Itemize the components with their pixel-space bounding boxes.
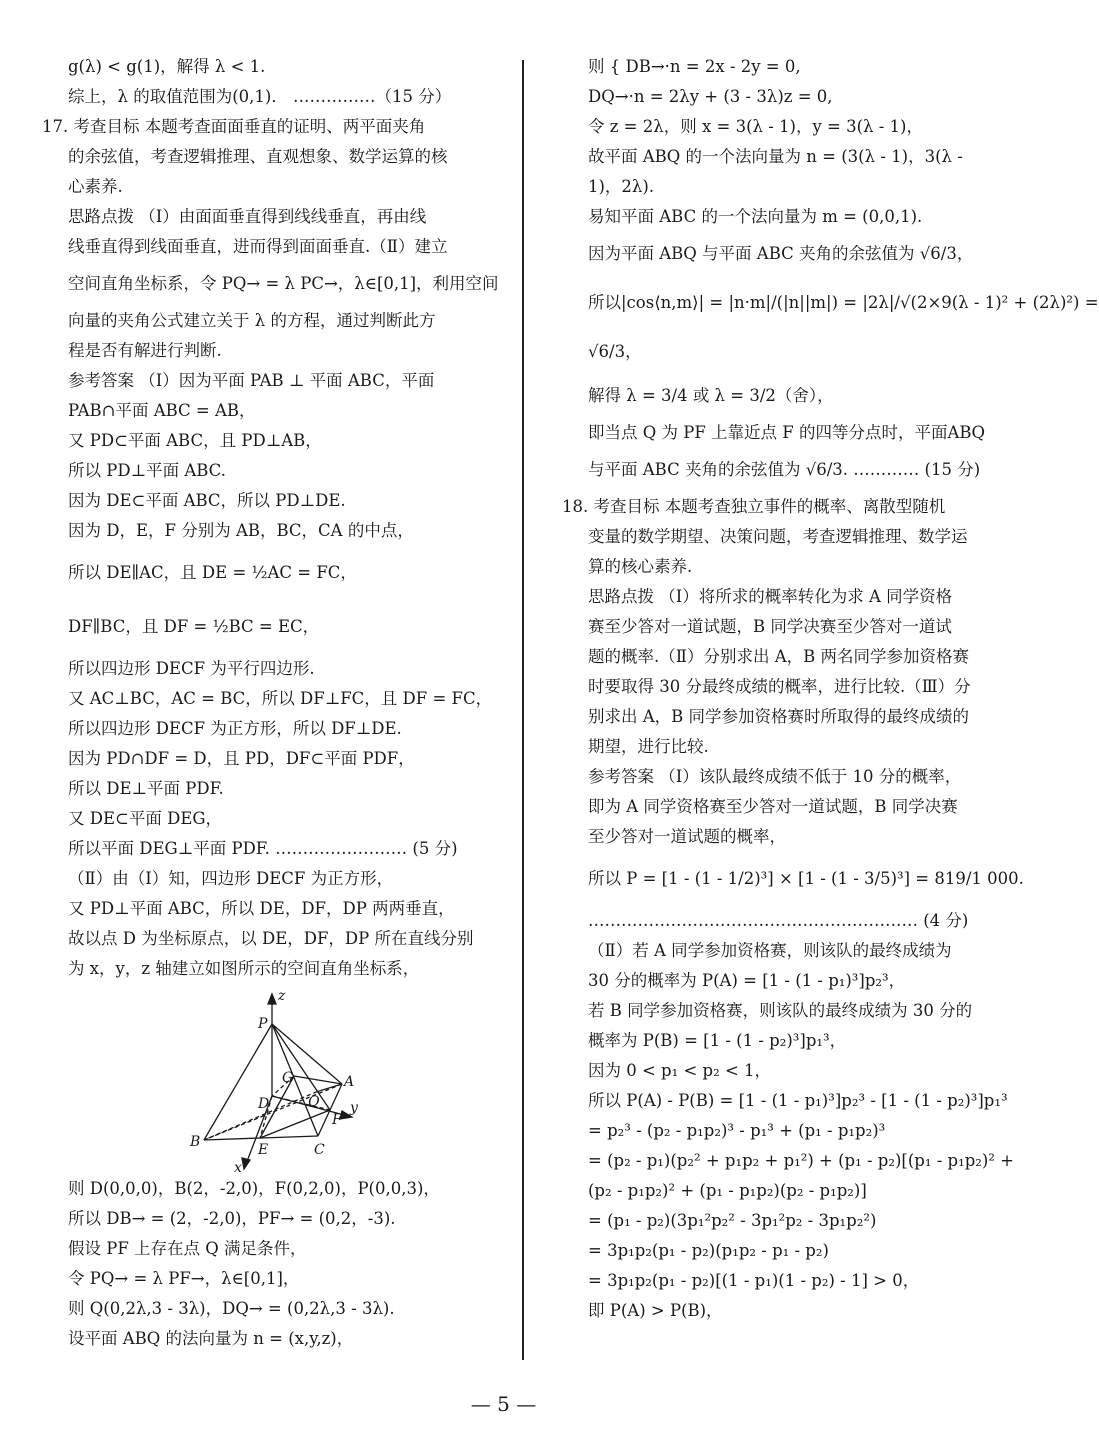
left-text-line: 则 D(0,0,0)，B(2，-2,0)，F(0,2,0)，P(0,0,3)， [68,1179,440,1198]
left-text-line: 又 PD⊥平面 ABC，所以 DE，DF，DP 两两垂直， [68,899,455,918]
right-text-line: 易知平面 ABC 的一个法向量为 m = (0,0,1). [588,207,923,226]
right-text-line: 别求出 A，B 同学参加资格赛时所取得的最终成绩的 [588,707,970,726]
label-E: E [258,1142,269,1158]
right-text-line: = (p₁ - p₂)(3p₁²p₂² - 3p₁²p₂ - 3p₁p₂²) [588,1211,877,1230]
right-text-line: 题的概率.（Ⅱ）分别求出 A，B 两名同学参加资格赛 [588,647,969,666]
right-text-line: 变量的数学期望、决策问题，考查逻辑推理、数学运 [588,527,968,546]
right-text-line: 即当点 Q 为 PF 上靠近点 F 的四等分点时，平面ABQ [588,423,986,442]
right-text-line: （Ⅱ）若 A 同学参加资格赛，则该队的最终成绩为 [588,941,952,960]
right-text-line: 时要取得 30 分最终成绩的概率，进行比较.（Ⅲ）分 [588,677,971,696]
right-text-line: 至少答对一道试题的概率， [588,827,786,846]
right-text-line: (p₂ - p₁p₂)² + (p₁ - p₁p₂)(p₂ - p₁p₂)] [588,1181,867,1200]
right-text-line: 算的核心素养. [588,557,693,576]
right-text-line: 即为 A 同学资格赛至少答对一道试题，B 同学决赛 [588,797,958,816]
left-text-line: 空间直角坐标系，令 PQ→ = λ PC→，λ∈[0,1]，利用空间 [68,274,499,293]
left-text-line: 综上，λ 的取值范围为(0,1)． ……………（15 分） [68,87,452,106]
right-text-line: = (p₂ - p₁)(p₂² + p₁p₂ + p₁²) + (p₁ - p₂)[(p₁ - p₁p₂)² + [588,1151,1015,1170]
left-text-line: PAB∩平面 ABC = AB， [68,401,256,420]
label-D: D [258,1096,270,1112]
right-text-line: 1)，2λ). [588,177,655,196]
left-text-line: DF∥BC，且 DF = ½BC = EC， [68,617,320,636]
left-text-line: 为 x，y，z 轴建立如图所示的空间直角坐标系， [68,959,420,978]
right-text-line: 若 B 同学参加资格赛，则该队的最终成绩为 30 分的 [588,1001,973,1020]
left-text-line: 所以平面 DEG⊥平面 PDF. …………………… (5 分) [68,839,458,858]
right-text-line: 参考答案 （Ⅰ）该队最终成绩不低于 10 分的概率， [588,767,962,786]
left-text-line: 线垂直得到线面垂直，进而得到面面垂直.（Ⅱ）建立 [68,237,448,256]
right-text-line: 18. 考查目标 本题考查独立事件的概率、离散型随机 [562,497,946,516]
right-text-line: 因为平面 ABQ 与平面 ABC 夹角的余弦值为 √6/3， [588,244,974,263]
left-text-line: g(λ) < g(1)，解得 λ < 1. [68,57,266,76]
segment-QA [316,1084,342,1092]
label-G: G [282,1070,294,1086]
right-text-line: …………………………………………………… (4 分) [588,911,969,930]
left-text-line: 设平面 ABQ 的法向量为 n = (x,y,z)， [68,1329,354,1348]
edge-PC [272,1024,318,1136]
right-text-line: DQ→·n = 2λy + (3 - 3λ)z = 0, [588,87,833,106]
right-text-line: 所以 P(A) - P(B) = [1 - (1 - p₁)³]p₂³ - [1 - (1 - p₂)³]p₁³ [588,1091,1008,1110]
right-text-line: 赛至少答对一道试题，B 同学决赛至少答对一道试 [588,617,952,636]
right-text-line: 期望，进行比较. [588,737,709,756]
left-text-line: 所以 DB→ = (2，-2,0)，PF→ = (0,2，-3). [68,1209,396,1228]
left-text-line: 则 Q(0,2λ,3 - 3λ)，DQ→ = (0,2λ,3 - 3λ). [68,1299,395,1318]
right-text-line: 令 z = 2λ，则 x = 3(λ - 1)，y = 3(λ - 1)， [588,117,923,136]
label-y: y [350,1100,358,1116]
label-C: C [314,1142,325,1158]
left-text-line: 的余弦值，考查逻辑推理、直观想象、数学运算的核 [68,147,448,166]
label-P: P [258,1016,268,1032]
x-axis-arrow [242,1158,250,1169]
left-text-line: 所以四边形 DECF 为平行四边形. [68,659,315,678]
right-column [562,52,1099,1326]
right-text-line: = 3p₁p₂(p₁ - p₂)[(1 - p₁)(1 - p₂) - 1] > 0， [588,1271,920,1290]
right-text-line: 与平面 ABC 夹角的余弦值为 √6/3. ………… (15 分) [588,460,981,479]
page-number: — 5 — [470,1392,537,1416]
left-text-line: 所以四边形 DECF 为正方形，所以 DF⊥DE. [68,719,402,738]
left-text-line: 假设 PF 上存在点 Q 满足条件， [68,1239,307,1258]
label-B: B [190,1134,201,1150]
right-text-line: 概率为 P(B) = [1 - (1 - p₂)³]p₁³， [588,1031,847,1050]
left-text-line: 因为 D，E，F 分别为 AB，BC，CA 的中点， [68,521,414,540]
left-text-line: 程是否有解进行判断. [68,341,222,360]
right-text-line: 所以 P = [1 - (1 - 1/2)³] × [1 - (1 - 3/5)³] = 819/1 000. [588,869,1024,888]
left-text-line: 思路点拨 （Ⅰ）由面面垂直得到线线垂直，再由线 [68,207,427,226]
left-text-line: 令 PQ→ = λ PF→，λ∈[0,1]， [68,1269,300,1288]
right-text-line: = 3p₁p₂(p₁ - p₂)(p₁p₂ - p₁ - p₂) [588,1241,829,1260]
left-text-line: 又 DE⊂平面 DEG， [68,809,223,828]
left-text-line: 因为 DE⊂平面 ABC，所以 PD⊥DE. [68,491,346,510]
right-text-line: 故平面 ABQ 的一个法向量为 n = (3(λ - 1)，3(λ - [588,147,963,166]
right-text-line: 则 { DB→·n = 2x - 2y = 0, [588,57,801,76]
label-F: F [332,1112,342,1128]
z-axis-arrow [268,994,276,1004]
left-text-line: 17. 考查目标 本题考查面面垂直的证明、两平面夹角 [42,117,426,136]
left-text-line: 故以点 D 为坐标原点，以 DE，DF，DP 所在直线分别 [68,929,474,948]
right-text-line: √6/3， [588,342,642,361]
left-text-line: （Ⅱ）由（Ⅰ）知，四边形 DECF 为正方形， [68,869,394,888]
left-text-line: 所以 DE⊥平面 PDF. [68,779,224,798]
label-A: A [344,1074,355,1090]
label-x: x [234,1160,242,1176]
left-text-line: 向量的夹角公式建立关于 λ 的方程，通过判断此方 [68,311,436,330]
column-divider [522,60,524,1360]
label-z: z [278,988,286,1004]
label-Q: Q [308,1094,320,1110]
right-text-line: 因为 0 < p₁ < p₂ < 1， [588,1061,772,1080]
left-text-line: 又 AC⊥BC，AC = BC，所以 DF⊥FC，且 DF = FC， [68,689,493,708]
right-text-line: = p₂³ - (p₂ - p₁p₂)³ - p₁³ + (p₁ - p₁p₂)³ [588,1121,886,1140]
right-text-line: 解得 λ = 3/4 或 λ = 3/2（舍）， [588,386,834,405]
3d-coordinate-figure [186,988,366,1178]
right-text-line: 所以|cos⟨n,m⟩| = |n·m|/(|n||m|) = |2λ|/√(2×9(λ - 1)² + (2λ)²) = [588,293,1099,312]
right-text-line: 30 分的概率为 P(A) = [1 - (1 - p₁)³]p₂³， [588,971,906,990]
right-text-line: 思路点拨 （Ⅰ）将所求的概率转化为求 A 同学资格 [588,587,953,606]
left-text-line: 所以 PD⊥平面 ABC. [68,461,226,480]
left-text-line: 又 PD⊂平面 ABC，且 PD⊥AB， [68,431,322,450]
right-text-line: 即 P(A) > P(B)， [588,1301,723,1320]
left-text-line: 因为 PD∩DF = D，且 PD，DF⊂平面 PDF， [68,749,415,768]
left-text-line: 所以 DE∥AC，且 DE = ½AC = FC， [68,563,357,582]
left-text-line: 心素养. [68,177,123,196]
left-text-line: 参考答案 （Ⅰ）因为平面 PAB ⊥ 平面 ABC，平面 [68,371,435,390]
